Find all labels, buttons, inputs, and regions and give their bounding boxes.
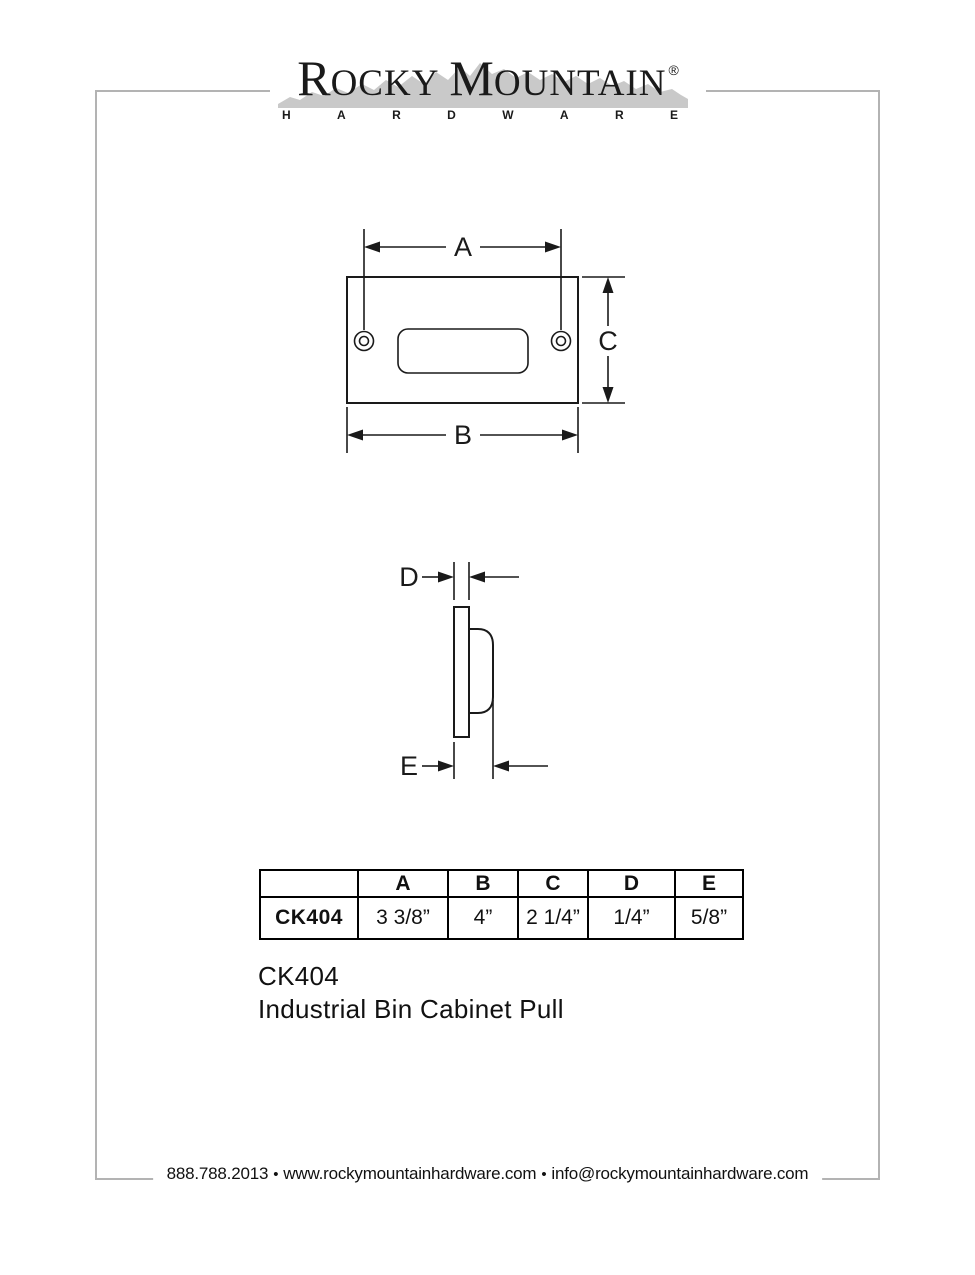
footer-separator: •	[541, 1166, 547, 1183]
tagline-letter: R	[392, 108, 401, 122]
table-cell-dim-b: 4”	[448, 897, 518, 939]
tagline-letter: W	[502, 108, 514, 122]
footer-contact	[153, 1164, 823, 1184]
brand-wordmark	[270, 48, 706, 108]
table-header-a: A	[358, 870, 448, 897]
table-header-e: E	[675, 870, 743, 897]
table-cell-dim-c: 2 1/4”	[518, 897, 588, 939]
screw-hole-left-inner	[360, 337, 369, 346]
screw-hole-right-inner	[557, 337, 566, 346]
table-cell-dim-a: 3 3/8”	[358, 897, 448, 939]
pull-cup-outline	[469, 629, 493, 713]
tagline-letter: A	[337, 108, 346, 122]
brand-word2-rest: OUNTAIN	[493, 63, 667, 104]
footer-email: info@rockymountainhardware.com	[551, 1164, 809, 1183]
product-sku: CK404	[258, 961, 339, 991]
screw-hole-left-outer	[355, 332, 374, 351]
dim-label-c: C	[598, 326, 618, 356]
tagline-letter: E	[669, 108, 678, 122]
product-name: Industrial Bin Cabinet Pull	[258, 994, 564, 1024]
table-header-c: C	[518, 870, 588, 897]
dim-label-e: E	[399, 751, 419, 781]
dimension-table	[259, 869, 744, 940]
brand-word1-initial: R	[297, 50, 331, 106]
plate-edge-outline	[454, 607, 469, 737]
dim-b-arrow-right	[562, 430, 578, 441]
footer-website: www.rockymountainhardware.com	[283, 1164, 537, 1183]
dim-e-arrow-left	[438, 761, 454, 772]
table-header-blank	[260, 870, 358, 897]
product-title	[258, 960, 564, 1026]
tagline-letter: H	[282, 108, 291, 122]
dim-d-arrow-right	[469, 572, 485, 583]
table-cell-dim-e: 5/8”	[675, 897, 743, 939]
table-cell-model: CK404	[260, 897, 358, 939]
brand-tagline	[282, 108, 678, 122]
registered-trademark-symbol: ®	[668, 62, 679, 78]
front-view-drawing	[330, 225, 640, 460]
footer-phone: 888.788.2013	[166, 1164, 269, 1183]
dim-label-d: D	[399, 562, 419, 592]
table-header-row	[260, 870, 743, 897]
tagline-letter: R	[614, 108, 624, 122]
screw-hole-right-outer	[552, 332, 571, 351]
dim-label-a: A	[453, 232, 473, 262]
pull-opening-outline	[398, 329, 528, 373]
plate-outline	[347, 277, 578, 403]
footer-separator: •	[273, 1166, 279, 1183]
dim-b-arrow-left	[347, 430, 363, 441]
brand-word2-initial: M	[449, 50, 494, 106]
dim-c-arrow-up	[603, 277, 614, 293]
dim-a-arrow-left	[364, 242, 380, 253]
table-row	[260, 897, 743, 939]
dim-label-b: B	[453, 420, 473, 450]
tagline-letter: D	[447, 108, 456, 122]
side-view-drawing	[385, 550, 565, 790]
dim-a-arrow-right	[545, 242, 561, 253]
brand-logo	[270, 48, 706, 128]
table-cell-dim-d: 1/4”	[588, 897, 675, 939]
dim-d-arrow-left	[438, 572, 454, 583]
brand-word1-rest: OCKY	[330, 63, 440, 104]
dim-e-arrow-right	[493, 761, 509, 772]
table-header-b: B	[448, 870, 518, 897]
dim-c-arrow-down	[603, 387, 614, 403]
table-header-d: D	[588, 870, 675, 897]
tagline-letter: A	[559, 108, 569, 122]
